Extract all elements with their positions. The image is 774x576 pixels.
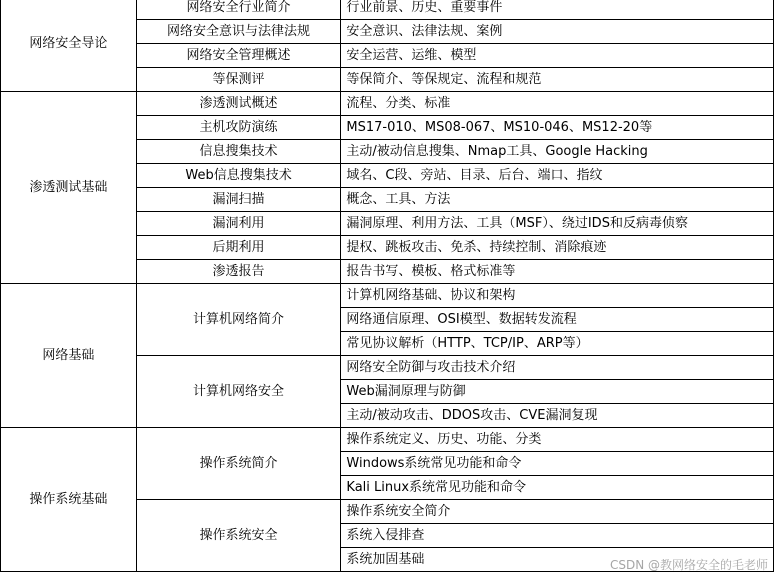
table-row <box>1 0 774 20</box>
category-cell: 网络安全导论 <box>1 0 137 92</box>
detail-cell: 计算机网络基础、协议和架构 <box>341 284 774 308</box>
topic-cell: 计算机网络简介 <box>136 284 341 356</box>
category-cell: 渗透测试基础 <box>1 92 137 284</box>
topic-cell: 主机攻防演练 <box>136 116 341 140</box>
detail-cell: 行业前景、历史、重要事件 <box>341 0 774 20</box>
table-row <box>1 284 774 308</box>
detail-cell: 安全运营、运维、模型 <box>341 44 774 68</box>
detail-cell: 流程、分类、标准 <box>341 92 774 116</box>
detail-cell: MS17-010、MS08-067、MS10-046、MS12-20等 <box>341 116 774 140</box>
topic-cell: 渗透测试概述 <box>136 92 341 116</box>
topic-cell: 网络安全管理概述 <box>136 44 341 68</box>
detail-cell: 域名、C段、旁站、目录、后台、端口、指纹 <box>341 164 774 188</box>
table-row <box>1 428 774 452</box>
detail-cell: Kali Linux系统常见功能和命令 <box>341 476 774 500</box>
detail-cell: 报告书写、模板、格式标准等 <box>341 260 774 284</box>
detail-cell: Web漏洞原理与防御 <box>341 380 774 404</box>
watermark: CSDN @教网络安全的毛老师 <box>609 558 768 572</box>
detail-cell: 等保简介、等保规定、流程和规范 <box>341 68 774 92</box>
topic-cell: 漏洞扫描 <box>136 188 341 212</box>
topic-cell: 操作系统简介 <box>136 428 341 500</box>
topic-cell: 信息搜集技术 <box>136 140 341 164</box>
curriculum-table-body <box>1 0 774 572</box>
detail-cell: Windows系统常见功能和命令 <box>341 452 774 476</box>
detail-cell: 网络安全防御与攻击技术介绍 <box>341 356 774 380</box>
detail-cell: 主动/被动攻击、DDOS攻击、CVE漏洞复现 <box>341 404 774 428</box>
detail-cell: 安全意识、法律法规、案例 <box>341 20 774 44</box>
detail-cell: 常见协议解析（HTTP、TCP/IP、ARP等） <box>341 332 774 356</box>
detail-cell: 操作系统定义、历史、功能、分类 <box>341 428 774 452</box>
detail-cell: 网络通信原理、OSI模型、数据转发流程 <box>341 308 774 332</box>
detail-cell: 漏洞原理、利用方法、工具（MSF）、绕过IDS和反病毒侦察 <box>341 212 774 236</box>
topic-cell: 漏洞利用 <box>136 212 341 236</box>
topic-cell: 后期利用 <box>136 236 341 260</box>
detail-cell: 操作系统安全简介 <box>341 500 774 524</box>
detail-cell: 提权、跳板攻击、免杀、持续控制、消除痕迹 <box>341 236 774 260</box>
topic-cell: 渗透报告 <box>136 260 341 284</box>
detail-cell: 概念、工具、方法 <box>341 188 774 212</box>
topic-cell: 等保测评 <box>136 68 341 92</box>
topic-cell: Web信息搜集技术 <box>136 164 341 188</box>
table-row <box>1 92 774 116</box>
topic-cell: 网络安全意识与法律法规 <box>136 20 341 44</box>
detail-cell: 系统加固基础 <box>341 548 774 572</box>
detail-cell: 系统入侵排查 <box>341 524 774 548</box>
category-cell: 网络基础 <box>1 284 137 428</box>
topic-cell: 网络安全行业简介 <box>136 0 341 20</box>
topic-cell: 计算机网络安全 <box>136 356 341 428</box>
topic-cell: 操作系统安全 <box>136 500 341 572</box>
category-cell: 操作系统基础 <box>1 428 137 572</box>
detail-cell: 主动/被动信息搜集、Nmap工具、Google Hacking <box>341 140 774 164</box>
